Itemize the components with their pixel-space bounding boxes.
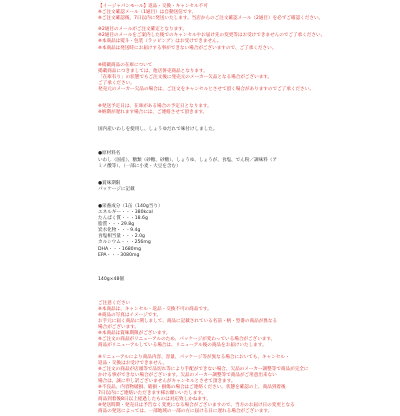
- ingredients-line: ミノ酸等）、（一部に小麦・大豆を含む）: [98, 163, 181, 169]
- notice-line: ※掲載商品の在庫について: [98, 62, 153, 68]
- caution-line: 返品・交換はお受けできません。: [98, 360, 168, 366]
- notice-line: ※発送予定日は、在庫がある場合の予定日となります。: [98, 104, 212, 110]
- package-size: 140g×48個: [98, 276, 124, 282]
- caution-line: 商品がリニューアルしている場合は、リニューアル後の商品をお届けいたします。: [98, 343, 267, 349]
- best-before-value: パッケージに記載: [98, 186, 135, 192]
- stock-notice-block: [98, 62, 314, 93]
- caution-line: ※不良品、内容物破損、破損・損傷の場合はご連絡ください。状態を確認の上、商品到着後: [98, 385, 286, 391]
- nutrition-row: DHA・・・1680mg: [98, 246, 141, 252]
- caution-line: 場合がございます。: [98, 325, 139, 331]
- ingredients-line: いわし（国産）、糖類（砂糖、砂糖）、しょうゆ、しょうが、食塩、でん粉／調味料（ア: [98, 157, 277, 163]
- nutrition-row: カルシウム・・・256mg: [98, 240, 151, 246]
- nutrition-heading: ●栄養成分（1缶（140g当り）: [98, 203, 163, 209]
- product-description: 国内産いわしを使用し、しょうゆだれで味付けしました。: [98, 127, 218, 133]
- top-notice-block: [98, 4, 326, 52]
- notice-line: ※2通目のメールをご案内した後でのキャンセルやお届け先の変更等はお受けできませんのでご了承ください。: [98, 33, 326, 39]
- caution-line: ※本商品は賞味期限がございます。: [98, 331, 171, 337]
- notice-line: 「在庫有り」の状態でもご注文後に発売元のメーカー欠品となる場合がございます。: [98, 74, 273, 80]
- caution-line: ※本商品は、キャンセル・返品・交換不可の商品です。: [98, 306, 212, 312]
- caution-heading: ご注意ください: [98, 300, 131, 306]
- nutrition-row: EPA・・・3080mg: [98, 252, 140, 258]
- caution-line: ※ご注文の商品がリニューアルのため、パッケージが変わっている場合がございます。: [98, 337, 276, 343]
- notice-line: ※ご注文確認メール（1通目）は自動送信です。: [98, 10, 197, 16]
- best-before-block: [98, 181, 298, 193]
- caution-line: 商品到着後8日以上経過したものは対応致しかねます。: [98, 397, 211, 403]
- caution-line: ※リニューアルにより商品内容、容量、パッケージ等が異なる場合においても、キャンセル・: [98, 354, 290, 360]
- notice-line: ※本商品は熨斗・包装（ラッピング）はお受けできません。: [98, 39, 222, 45]
- nutrition-row: たんぱく質・・・18.6g: [98, 216, 148, 222]
- nutrition-row: エネルギー・・・380kcal: [98, 209, 153, 215]
- notice-line: ご了承ください。: [98, 80, 135, 86]
- caution-line: 場合は、誠に申し訳ございませんがキャンセルとさせて頂きます。: [98, 378, 236, 384]
- caution-line: かける事ができない場合がございます。欠品のメーカー調整等で商品がご用意出来ない: [98, 372, 277, 378]
- notice-line: 掲載商品につきましては、他店併売商品となります。: [98, 68, 208, 74]
- caution-line: 7日以内にご連絡いただきます様お願いいたします。: [98, 391, 207, 397]
- delivery-notice-block: [98, 104, 298, 116]
- best-before-heading: ●賞味期限: [98, 180, 121, 186]
- caution-block: [98, 300, 309, 416]
- notice-line: ※本商品は発送時にお届けする事ができない場合がございますので、ご了承ください。: [98, 45, 277, 51]
- caution-line: ※商品の写真はイメージです。: [98, 313, 162, 318]
- nutrition-block: [98, 204, 298, 259]
- nutrition-row: 食塩相当量・・・2.0g: [98, 234, 145, 240]
- notice-line: ※2通目のメールがご注文確定となります。: [98, 27, 188, 33]
- caution-line: お手元に届く商品に関しまして、商品に記載されている名前・柄・型番の商品が異なる: [98, 319, 278, 325]
- nutrition-row: 炭水化物・・・9.4g: [98, 228, 141, 234]
- nutrition-row: 脂質・・・29.8g: [98, 222, 135, 228]
- notice-line: 【イージャパンモール】返品・交換・キャンセル不可: [98, 4, 208, 9]
- ingredients-heading: ●原材料名: [98, 151, 121, 157]
- notice-line: 発売元のメーカー欠品の場合は、ご注文をキャンセルとさせて頂く場合がありますのでご了承ください。: [98, 87, 314, 93]
- caution-line: ※発送時期・発売日は予告なく変更になる場合がございますので、当方のお届け日の変更となる: [98, 403, 295, 409]
- caution-line: ※ご注文の商品が店頭等で品切れ等により手配ができない場合、欠品のメーカー調整等で商品が完全に: [98, 366, 309, 372]
- caution-line: 商品の発送によっては、一部地域の一部の方に届ける日に遅れる場合がございます。: [98, 409, 273, 415]
- description-column: [98, 4, 326, 416]
- notice-line: ※ご注文確認後、7日以内に発送いたします。当店からのご注文確認メール（2通目）を必ずご確認ください。: [98, 16, 324, 22]
- ingredients-block: [98, 151, 298, 169]
- notice-line: ※納期が遅れます場合には、ご連絡させて頂きます。: [98, 110, 208, 116]
